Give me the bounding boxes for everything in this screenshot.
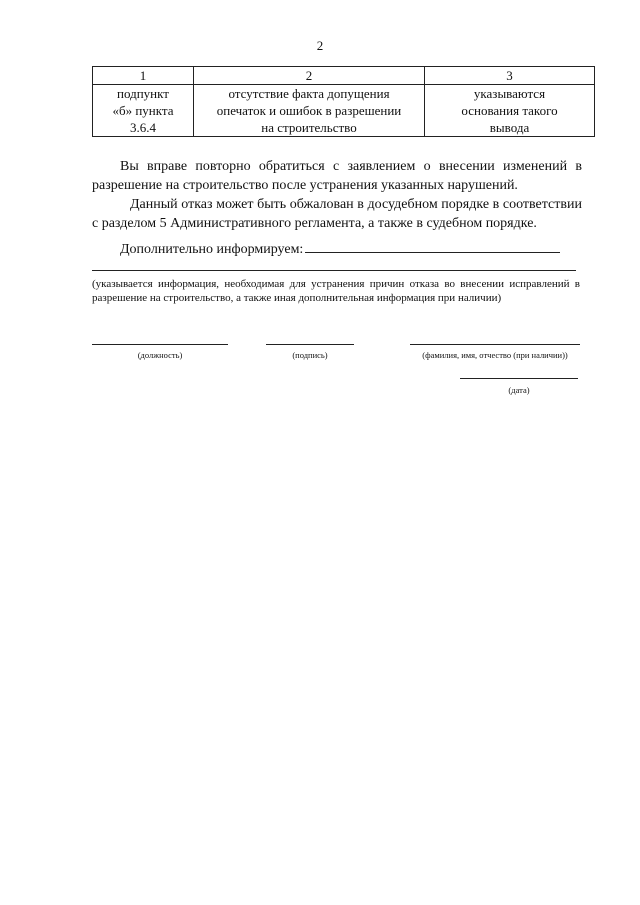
signature-label: (подпись) bbox=[292, 350, 328, 360]
date-line bbox=[460, 378, 578, 379]
table-cell: подпункт «б» пункта 3.6.4 bbox=[93, 85, 194, 137]
table-cell: отсутствие факта допущения опечаток и ошибок в разрешении на строительство bbox=[194, 85, 425, 137]
table-header-cell: 1 bbox=[93, 67, 194, 85]
signature-line bbox=[266, 344, 354, 345]
additional-info-blank bbox=[305, 240, 560, 253]
table-cell: указываются основания такого вывода bbox=[425, 85, 595, 137]
table-header-row bbox=[93, 67, 595, 85]
page-number: 2 bbox=[316, 38, 324, 53]
additional-info-line bbox=[120, 240, 560, 258]
additional-info-label: Дополнительно информируем: bbox=[120, 242, 304, 257]
table-header-cell: 2 bbox=[194, 67, 425, 85]
date-label: (дата) bbox=[508, 385, 530, 395]
additional-info-note: (указывается информация, необходимая для устранения причин отказа во внесении исправлений в разрешение на строительство, а также иная дополнительная информация при наличии) bbox=[92, 278, 580, 304]
name-line bbox=[410, 344, 580, 345]
name-label: (фамилия, имя, отчество (при наличии)) bbox=[422, 350, 568, 360]
table-row bbox=[93, 85, 595, 137]
position-line bbox=[92, 344, 228, 345]
paragraph-reapply: Вы вправе повторно обратиться с заявлением о внесении изменений в разрешение на строительство после устранения указанных нарушений. bbox=[92, 159, 582, 193]
table-header-cell: 3 bbox=[425, 67, 595, 85]
position-label: (должность) bbox=[137, 350, 183, 360]
additional-info-blank-line bbox=[92, 270, 576, 271]
paragraph-appeal: Данный отказ может быть обжалован в досудебном порядке в соответствии с разделом 5 Административного регламента, а также в судебном порядке. bbox=[92, 197, 582, 231]
reasons-table bbox=[92, 66, 595, 137]
